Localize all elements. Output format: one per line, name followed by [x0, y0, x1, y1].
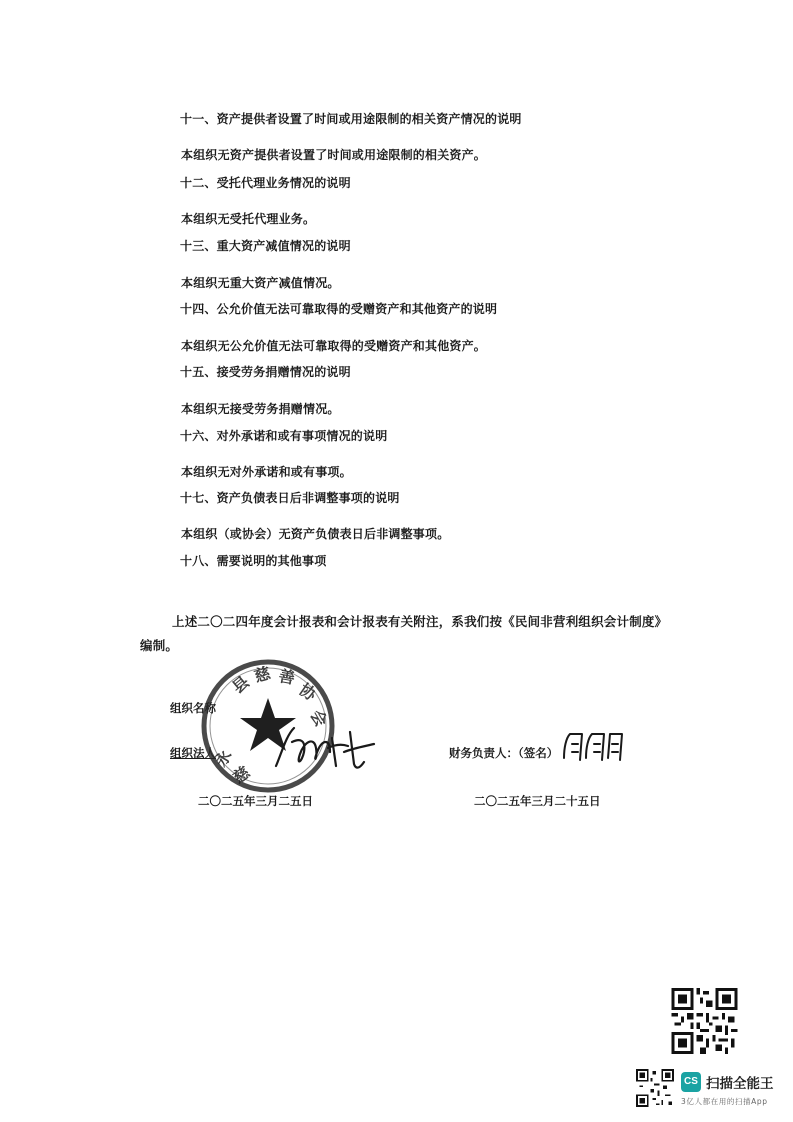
finance-signer-label: 财务负责人：（签名）: [449, 746, 559, 760]
finance-signature: [560, 730, 630, 764]
scanner-app-tagline: 3亿人都在用的扫描App: [681, 1097, 768, 1106]
right-date: 二〇二五年三月二十五日: [474, 794, 601, 808]
org-name-label: 组织名称: [170, 701, 216, 715]
closing-line-2: 编制。: [140, 638, 179, 653]
section-heading-16: 十六、对外承诺和或有事项情况的说明: [180, 429, 388, 443]
section-body-11: 本组织无资产提供者设置了时间或用途限制的相关资产。: [181, 148, 487, 162]
qr-code-large: [671, 988, 738, 1054]
section-heading-17: 十七、资产负债表日后非调整事项的说明: [180, 491, 400, 505]
section-heading-15: 十五、接受劳务捐赠情况的说明: [180, 365, 351, 379]
qr-code-small: [636, 1069, 674, 1107]
section-heading-11: 十一、资产提供者设置了时间或用途限制的相关资产情况的说明: [180, 112, 522, 126]
section-body-16: 本组织无对外承诺和或有事项。: [181, 465, 352, 479]
svg-text:慈: 慈: [252, 663, 273, 686]
svg-text:善: 善: [277, 666, 297, 688]
svg-text:县: 县: [228, 672, 253, 698]
section-body-13: 本组织无重大资产减值情况。: [181, 276, 340, 290]
section-body-15: 本组织无接受劳务捐赠情况。: [181, 402, 340, 416]
scanner-app-name: 扫描全能王: [706, 1076, 774, 1092]
closing-line-1: 上述二〇二四年度会计报表和会计报表有关附注，系我们按《民间非营利组织会计制度》: [172, 614, 668, 629]
section-body-17: 本组织（或协会）无资产负债表日后非调整事项。: [181, 527, 450, 541]
section-heading-13: 十三、重大资产减值情况的说明: [180, 239, 351, 253]
section-heading-18: 十八、需要说明的其他事项: [180, 554, 327, 568]
legal-rep-signature: [270, 722, 380, 774]
svg-text:永: 永: [211, 746, 236, 770]
svg-text:会: 会: [306, 706, 331, 730]
scanner-app-logo-icon: CS: [681, 1072, 701, 1092]
left-date: 二〇二五年三月二五日: [198, 794, 313, 808]
section-body-12: 本组织无受托代理业务。: [181, 212, 316, 226]
legal-rep-label: 组织法人: [170, 746, 216, 760]
svg-text:慈: 慈: [229, 762, 254, 788]
section-heading-12: 十二、受托代理业务情况的说明: [180, 176, 351, 190]
section-body-14: 本组织无公允价值无法可靠取得的受赠资产和其他资产。: [181, 339, 487, 353]
svg-text:协: 协: [295, 679, 320, 705]
section-heading-14: 十四、公允价值无法可靠取得的受赠资产和其他资产的说明: [180, 302, 498, 316]
